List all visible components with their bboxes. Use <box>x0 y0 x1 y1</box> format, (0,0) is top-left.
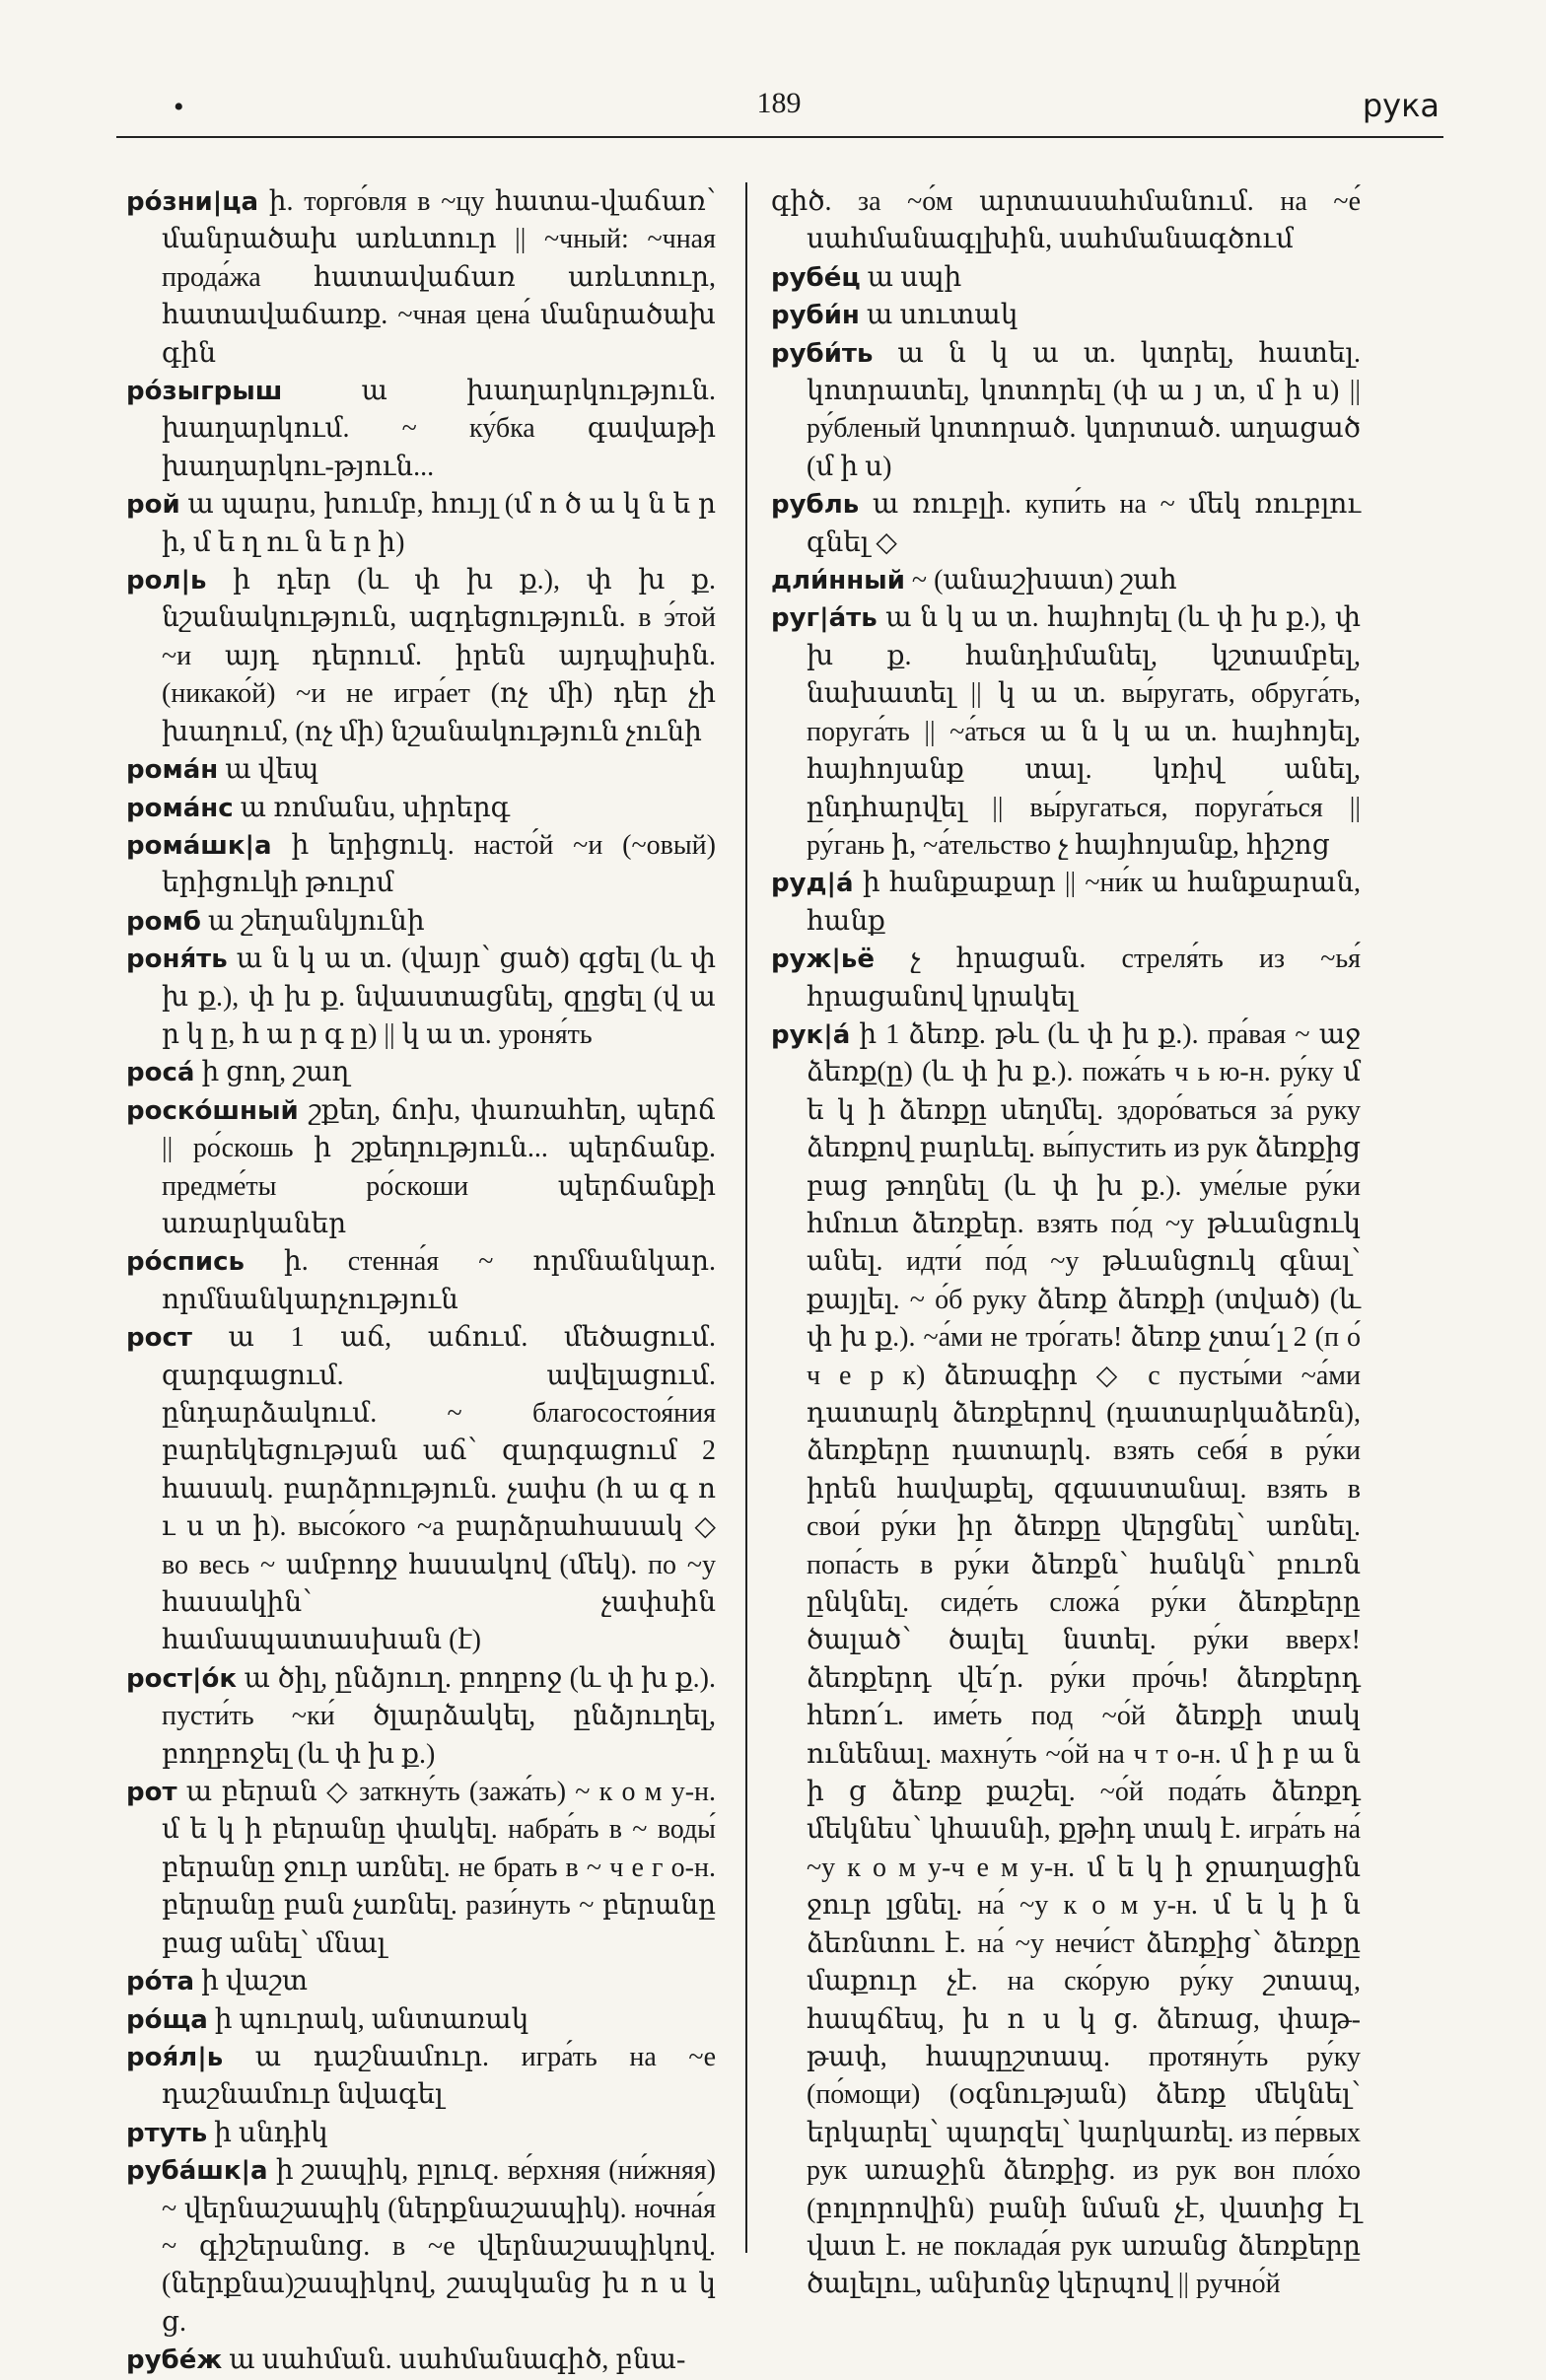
entry-definition: ի պուրակ, անտառակ <box>207 2003 529 2035</box>
page-header <box>118 87 1440 136</box>
entry-headword: ртуть <box>126 2118 208 2148</box>
entry-definition: ա բերան ◇ заткну́ть (зажа́ть) ~ к о м у-н. մ ե կ ի բերանը փակել. набра́ть в ~ воды́ բերանը ջուր առնել. не брать в ~ ч е г о-н. բերանը բան չառնել. рази́нуть ~ բերանը բաց անել՝ մնալ <box>162 1777 716 1959</box>
entry-definition: ա ռուբլի. купи́ть на ~ մեկ ռուբլու գնել ◇ <box>807 489 1361 558</box>
entry-headword: рол|ь <box>126 566 207 596</box>
entry-definition: շքեղ, ճոխ, փառահեղ, պերճ || ро́скошь ի շքեղություն... պերճանք. предме́ты ро́скоши պերճանքի առարկաներ <box>162 1094 716 1239</box>
dictionary-entry <box>771 183 1361 259</box>
entry-definition: ա դաշնամուր. игра́ть на ~е դաշնամուր նվագել <box>162 2041 716 2111</box>
entry-headword: ро́зни|ца <box>126 187 259 217</box>
entry-headword: ро́спись <box>126 1247 245 1278</box>
entry-definition: ի երիցուկ. насто́й ~и (~овый) երիցուկի թուրմ <box>162 829 716 899</box>
entry-headword: рубе́ц <box>771 262 861 293</box>
column-divider <box>745 182 747 2253</box>
dictionary-entry <box>771 599 1361 865</box>
dictionary-entry <box>126 373 716 486</box>
header-marker: • <box>174 91 184 123</box>
entry-definition: ի ցող, շաղ <box>194 1057 350 1088</box>
entry-definition: ա ն կ ա տ. հայհոյել (և փ խ ք.), փ խ ք. հանդիմանել, կշտամբել, նախատել || կ ա տ. вы́ругать, обруга́ть, поруга́ть || ~а́ться ա ն կ ա տ. հայհոյել, հայհոյանք տալ. կռիվ անել, ընդհարվել || вы́ругаться, поруга́ться || ру́гань ի, ~а́тельство չ հայհոյանք, հիշոց <box>807 602 1361 861</box>
entry-definition: չ հրացան. стреля́ть из ~ья́ հրացանով կրակել <box>807 944 1361 1013</box>
left-column <box>126 183 716 2380</box>
entry-definition: ի սնդիկ <box>207 2117 328 2148</box>
dictionary-entry <box>771 865 1361 941</box>
entry-headword: рома́н <box>126 755 219 786</box>
dictionary-entry <box>126 827 716 903</box>
dictionary-entry <box>126 1054 716 1091</box>
entry-headword: руби́ть <box>771 338 874 369</box>
entry-headword: ромб <box>126 906 201 937</box>
entry-definition: ի. стенна́я ~ որմնանկար. որմնանկարչություն <box>162 1246 716 1315</box>
entry-definition: ա սահման. սահմանագիծ, բնա- <box>222 2345 686 2376</box>
dictionary-entry <box>126 2152 716 2342</box>
dictionary-entry <box>126 941 716 1054</box>
entry-headword: руд|а́ <box>771 869 854 899</box>
entry-headword: руби́н <box>771 301 860 331</box>
dictionary-entry <box>126 1092 716 1244</box>
entry-headword: роня́ть <box>126 945 228 975</box>
running-head: рука <box>1362 87 1440 124</box>
dictionary-entry <box>126 903 716 941</box>
page-number: 189 <box>756 87 802 119</box>
entry-headword: рук|а́ <box>771 1019 851 1050</box>
entry-definition: ա պարս, խումբ, հույլ (մ ո ծ ա կ ն ե ր ի, մ ե ղ ու ն ե ր ի) <box>162 489 716 558</box>
dictionary-entry <box>126 1774 716 1963</box>
dictionary-entry <box>771 1016 1361 2304</box>
entry-definition: ա խաղարկություն. խաղարկում. ~ ку́бка գավաթի խաղարկու-թյուն... <box>162 376 716 482</box>
entry-headword: дли́нный <box>771 566 905 596</box>
entry-headword: рот <box>126 1778 177 1808</box>
entry-definition: ա ն կ ա տ. կտրել, հատել. կոտրատել, կոտորել (փ ա յ տ, մ ի ս) || ру́бленый կոտորած. կտրտած. աղացած (մ ի ս) <box>807 337 1361 482</box>
dictionary-entry <box>126 790 716 827</box>
entry-headword: рубль <box>771 490 860 521</box>
entry-headword: рубе́ж <box>126 2345 223 2376</box>
entry-definition: ա սպի <box>860 261 962 293</box>
entry-headword: ро́зыгрыш <box>126 377 283 407</box>
dictionary-entry <box>771 297 1361 334</box>
entry-headword: роя́л|ь <box>126 2042 224 2072</box>
entry-definition: ի վաշտ <box>194 1966 309 1997</box>
entry-definition: ի դեր (և փ խ ք.), փ խ ք. նշանակություն, ազդեցություն. в э́той ~и այդ դերում. իրեն այդպիսին. (никако́й) ~и не игра́ет (ոչ մի) դեր չի խաղում, (ոչ մի) նշանակություն չունի <box>162 565 717 747</box>
entry-headword: рой <box>126 490 180 521</box>
entry-definition: ա ծիլ, ընձյուղ. բողբոջ (և փ խ ք.). пусти́ть ~ки́ ծլարձակել, ընձյուղել, բողբոջել (և փ խ ք.) <box>162 1662 716 1770</box>
entry-definition: ի. торго́вля в ~цу հատա-վաճառ՝ մանրածախ առևտուր || ~чный: ~чная прода́жа հատավաճառ առևտուր, հատավաճառք. ~чная цена́ մանրածախ գին <box>162 186 716 369</box>
dictionary-entry <box>771 562 1361 599</box>
entry-headword: роско́шный <box>126 1095 299 1126</box>
entry-headword: руба́шк|а <box>126 2156 268 2187</box>
entry-definition: ա ռոմանս, սիրերգ <box>233 792 511 823</box>
entry-headword: руг|а́ть <box>771 603 878 634</box>
entry-headword: руж|ьё <box>771 945 876 975</box>
dictionary-entry <box>126 2115 716 2152</box>
dictionary-entry <box>126 2039 716 2115</box>
entry-headword: рост <box>126 1323 192 1354</box>
entry-definition: ի 1 ձեռք. թև (և փ խ ք.). пра́вая ~ աջ ձեռք(ը) (և փ խ ք.). пожа́ть ч ь ю-н. ру́ку մ ե կ ի ձեռքը սեղմել. здоро́ваться за́ руку ձեռքով բարևել. вы́пустить из рук ձեռքից բաց թողնել (և փ խ ք.). уме́лые ру́ки հմուտ ձեռքեր. взять по́д ~у թևանցուկ անել. идти́ по́д ~у թևանցուկ գնալ՝ քայլել. ~ о́б руку ձեռք ձեռքի (տված) (և փ խ ք.). ~а́ми не тро́гать! ձեռք չտա՛լ 2 (п о́ ч е р к) ձեռագիր ◇ с пусты́ми ~а́ми դատարկ ձեռքերով (դատարկաձեռն), ձեռքերը դատարկ. взять себя́ в ру́ки իրեն հավաքել, զգաստանալ. взять в свои́ ру́ки իր ձեռքը վերցնել՝ առնել. попа́сть в ру́ки ձեռքն՝ հանկն՝ բուռն ընկնել. сиде́ть сложа́ ру́ки ձեռքերը ծալած՝ ծալել նստել. ру́ки вверх! ձեռքերդ վե՛ր. ру́ки про́чь! ձեռքերդ հեռո՛ւ. име́ть под ~о́й ձեռքի տակ ունենալ. махну́ть ~о́й на ч т о-н. մ ի բ ա ն ի ց ձեռք քաշել. ~о́й пода́ть ձեռքդ մեկնես՝ կհասնի, քթիդ տակ է. игра́ть на́ ~у к о м у-ч е м у-н. մ ե կ ի ջրաղացին ջուր լցնել. на́ ~у к о м у-н. մ ե կ ի ն ձեռնտու է. на́ ~у нечи́ст ձեռքից՝ ձեռքը մաքուր չէ. на ско́рую ру́ку շտապ, հապճեպ, խ ո ս կ ց. ձեռաց, փաթ-թափ, հապըշտապ. протяну́ть ру́ку (по́мощи) (օգնության) ձեռք մեկնել՝ երկարել՝ պարզել՝ կարկառել. из пе́рвых рук առաջին ձեռքից. из рук вон пло́хо (բոլորովին) բանի նման չէ, վատից էլ վատ է. не поклада́я рук առանց ձեռքերը ծալելու, անխոնջ կերպով || ручно́й <box>807 1018 1361 2300</box>
header-rule <box>116 136 1443 138</box>
entry-headword: роса́ <box>126 1058 195 1088</box>
entry-headword: ро́та <box>126 1967 195 1997</box>
entry-definition: ա սուտակ <box>859 300 1019 331</box>
dictionary-entry <box>771 259 1361 297</box>
entry-definition: ի շապիկ, բլուզ. ве́рхняя (ни́жняя) ~ վերնաշապիկ (ներքնաշապիկ). ночна́я ~ գիշերանոց. в ~е վերնաշապիկով. (ներքնա)շապիկով, շապկանց խ ո ս կ ց. <box>162 2155 716 2338</box>
dictionary-entry <box>771 335 1361 487</box>
entry-definition: ա ն կ ա տ. (վայր՝ ցած) գցել (և փ խ ք.), փ խ ք. նվաստացնել, զըցել (վ ա ր կ ը, հ ա ր գ ը) || կ ա տ. уроня́ть <box>162 944 716 1050</box>
entry-definition: ա շեղանկյունի <box>200 905 425 937</box>
dictionary-entry <box>771 486 1361 562</box>
entry-headword: ро́ща <box>126 2004 208 2035</box>
dictionary-entry <box>126 1243 716 1319</box>
dictionary-entry <box>126 2342 716 2379</box>
entry-definition: ա 1 աճ, աճում. մեծացում. զարգացում. ավելացում. ընդարձակում. ~ благосостоя́ния բարեկեցության աճ՝ զարգացում 2 հասակ. բարձրություն. չափս (հ ա գ ո ւ ս տ ի). высо́кого ~а բարձրահասակ ◇ во весь ~ ամբողջ հասակով (մեկ). по ~у հասակին՝ չափսին համապատասխան (է) <box>162 1322 716 1656</box>
dictionary-entry <box>126 562 716 751</box>
dictionary-entry <box>771 941 1361 1016</box>
dictionary-entry <box>126 1963 716 2000</box>
entry-definition: ~ (անաշխատ) շահ <box>904 565 1177 596</box>
dictionary-entry <box>126 1319 716 1660</box>
entry-headword: рома́шк|а <box>126 830 272 861</box>
entry-headword: рост|о́к <box>126 1663 237 1694</box>
right-column <box>771 183 1361 2304</box>
dictionary-entry <box>126 751 716 789</box>
entry-definition: ի հանքաքար || ~ни́к ա հանքարան, հանք <box>807 868 1361 937</box>
entry-definition: գիծ. за ~о́м արտասահմանում. на ~е́ սահմանագլխին, սահմանագծում <box>771 186 1361 255</box>
entry-headword: рома́нс <box>126 793 234 823</box>
dictionary-entry <box>126 183 716 373</box>
dictionary-entry <box>126 1660 716 1774</box>
entry-definition: ա վեպ <box>218 754 319 786</box>
dictionary-entry <box>126 2001 716 2039</box>
dictionary-entry <box>126 486 716 562</box>
